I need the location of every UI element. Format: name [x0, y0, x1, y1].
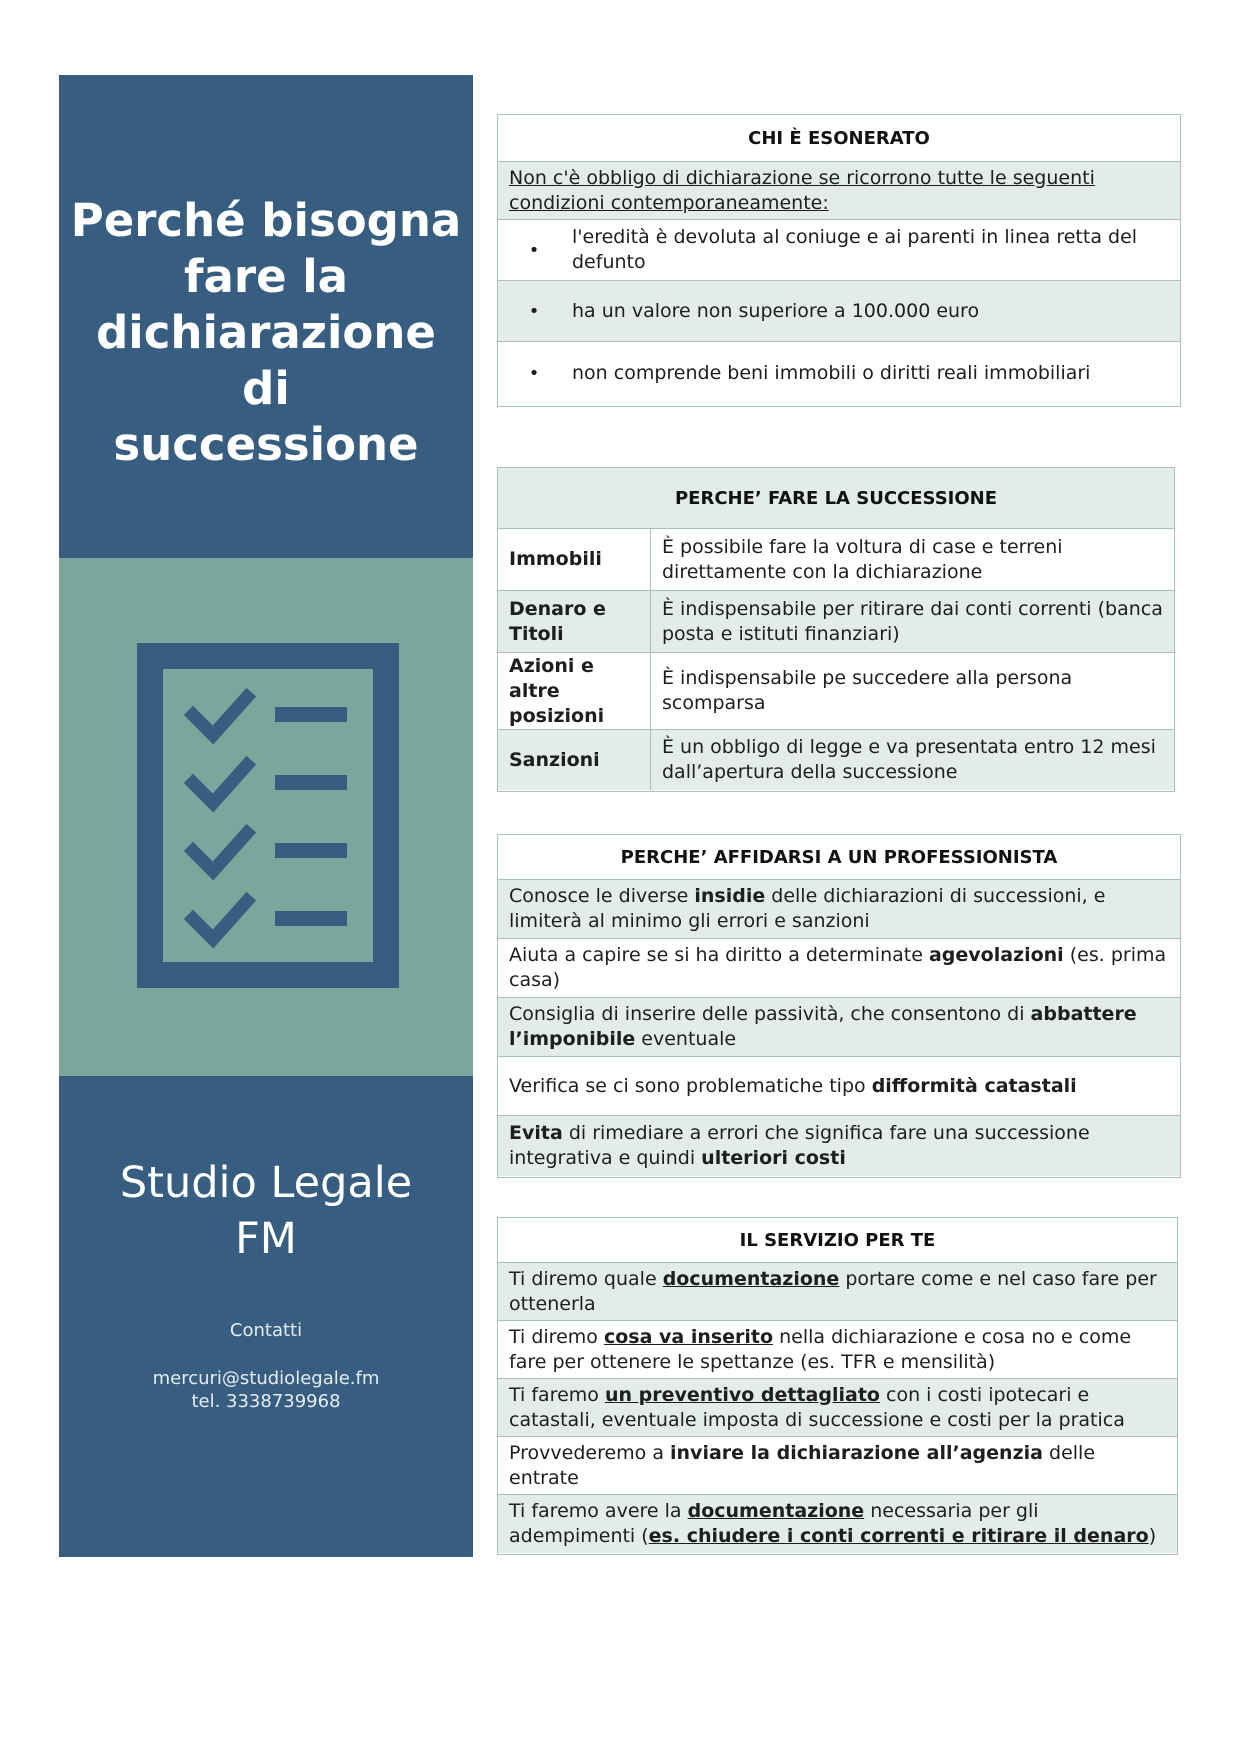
- professional-row-text: Verifica se ci sono problematiche tipo difformità catastali: [509, 1074, 1077, 1097]
- professional-row-text: Conosce le diverse insidie delle dichiarazioni di successioni, e limiterà al minimo gli errori e sanzioni: [509, 885, 1106, 932]
- why-row: [498, 529, 1174, 591]
- bullet-icon: •: [528, 239, 540, 261]
- page-title: Perché bisogna fare la dichiarazione di successione: [70, 194, 462, 471]
- why-row: [498, 653, 1174, 730]
- service-row-text: Ti diremo cosa va inserito nella dichiarazione e cosa no e come fare per ottenere le spettanze (es. TFR e mensilità): [509, 1325, 1132, 1373]
- service-box: [497, 1217, 1178, 1555]
- professional-row-text: Consiglia di inserire delle passività, che consentono di abbattere l’imponibile eventuale: [509, 1003, 1137, 1050]
- service-row: [498, 1495, 1177, 1553]
- why-heading: PERCHE’ FARE LA SUCCESSIONE: [498, 468, 1174, 529]
- exempt-box: [497, 114, 1181, 407]
- contact-email[interactable]: mercuri@studiolegale.fm: [152, 1368, 380, 1389]
- exempt-heading: CHI È ESONERATO: [498, 115, 1180, 162]
- service-row: [498, 1437, 1177, 1495]
- professional-row: [498, 939, 1180, 998]
- why-row-label: Denaro e Titoli: [498, 591, 651, 652]
- exempt-item-text: l'eredità è devoluta al coniuge e ai parenti in linea retta del defunto: [572, 226, 1138, 273]
- service-row: [498, 1379, 1177, 1437]
- why-row: [498, 591, 1174, 653]
- professional-row: [498, 1057, 1180, 1116]
- service-row: [498, 1321, 1177, 1379]
- why-row-label: Sanzioni: [498, 730, 651, 790]
- why-row-text: È un obbligo di legge e va presentata entro 12 mesi dall’apertura della successione: [662, 736, 1156, 783]
- why-row-text: È indispensabile pe succedere alla persona scomparsa: [662, 667, 1073, 714]
- service-row: [498, 1263, 1177, 1321]
- service-row-text: Ti diremo quale documentazione portare come e nel caso fare per ottenerla: [509, 1267, 1157, 1315]
- why-box: [497, 467, 1175, 792]
- service-row-text: Provvederemo a inviare la dichiarazione all’agenzia delle entrate: [509, 1441, 1096, 1489]
- exempt-intro-row: [498, 162, 1180, 220]
- why-row-text: È indispensabile per ritirare dai conti correnti (banca posta e istituti finanziari): [662, 597, 1163, 645]
- professional-row-text: Evita di rimediare a errori che significa fare una successione integrativa e quindi ulteriori costi: [509, 1122, 1090, 1169]
- professional-row-text: Aiuta a capire se si ha diritto a determinate agevolazioni (es. prima casa): [509, 944, 1167, 991]
- contacts-label: Contatti: [229, 1320, 303, 1341]
- service-row-text: Ti faremo un preventivo dettagliato con i costi ipotecari e catastali, eventuale imposta di successione e costi per la pratica: [509, 1383, 1125, 1431]
- service-heading: IL SERVIZIO PER TE: [498, 1218, 1177, 1263]
- exempt-item: [498, 220, 1180, 281]
- checklist-icon: [137, 643, 399, 988]
- bullet-icon: •: [528, 300, 540, 322]
- professional-box: [497, 834, 1181, 1178]
- why-row-label: Azioni e altre posizioni: [498, 653, 651, 729]
- contact-phone[interactable]: tel. 3338739968: [191, 1391, 341, 1412]
- why-row-text: È possibile fare la voltura di case e terreni direttamente con la dichiarazione: [662, 535, 1063, 583]
- sidebar-bottom-panel: [59, 1076, 473, 1557]
- sidebar: [59, 75, 473, 1557]
- firm-name: Studio Legale FM: [119, 1158, 413, 1264]
- service-row-text: Ti faremo avere la documentazione necessaria per gli adempimenti (es. chiudere i conti correnti e ritirare il denaro): [509, 1500, 1157, 1547]
- professional-row: [498, 998, 1180, 1057]
- professional-heading: PERCHE’ AFFIDARSI A UN PROFESSIONISTA: [498, 835, 1180, 880]
- why-row-label: Immobili: [498, 529, 651, 590]
- professional-row: [498, 880, 1180, 939]
- bullet-icon: •: [528, 363, 540, 384]
- professional-row: [498, 1116, 1180, 1176]
- exempt-item-text: ha un valore non superiore a 100.000 euro: [572, 299, 980, 322]
- exempt-item-text: non comprende beni immobili o diritti reali immobiliari: [572, 362, 1091, 384]
- exempt-item: [498, 281, 1180, 342]
- exempt-item: [498, 342, 1180, 405]
- why-row: [498, 730, 1174, 790]
- exempt-intro: Non c'è obbligo di dichiarazione se ricorrono tutte le seguenti condizioni contemporaneamente:: [509, 166, 1095, 214]
